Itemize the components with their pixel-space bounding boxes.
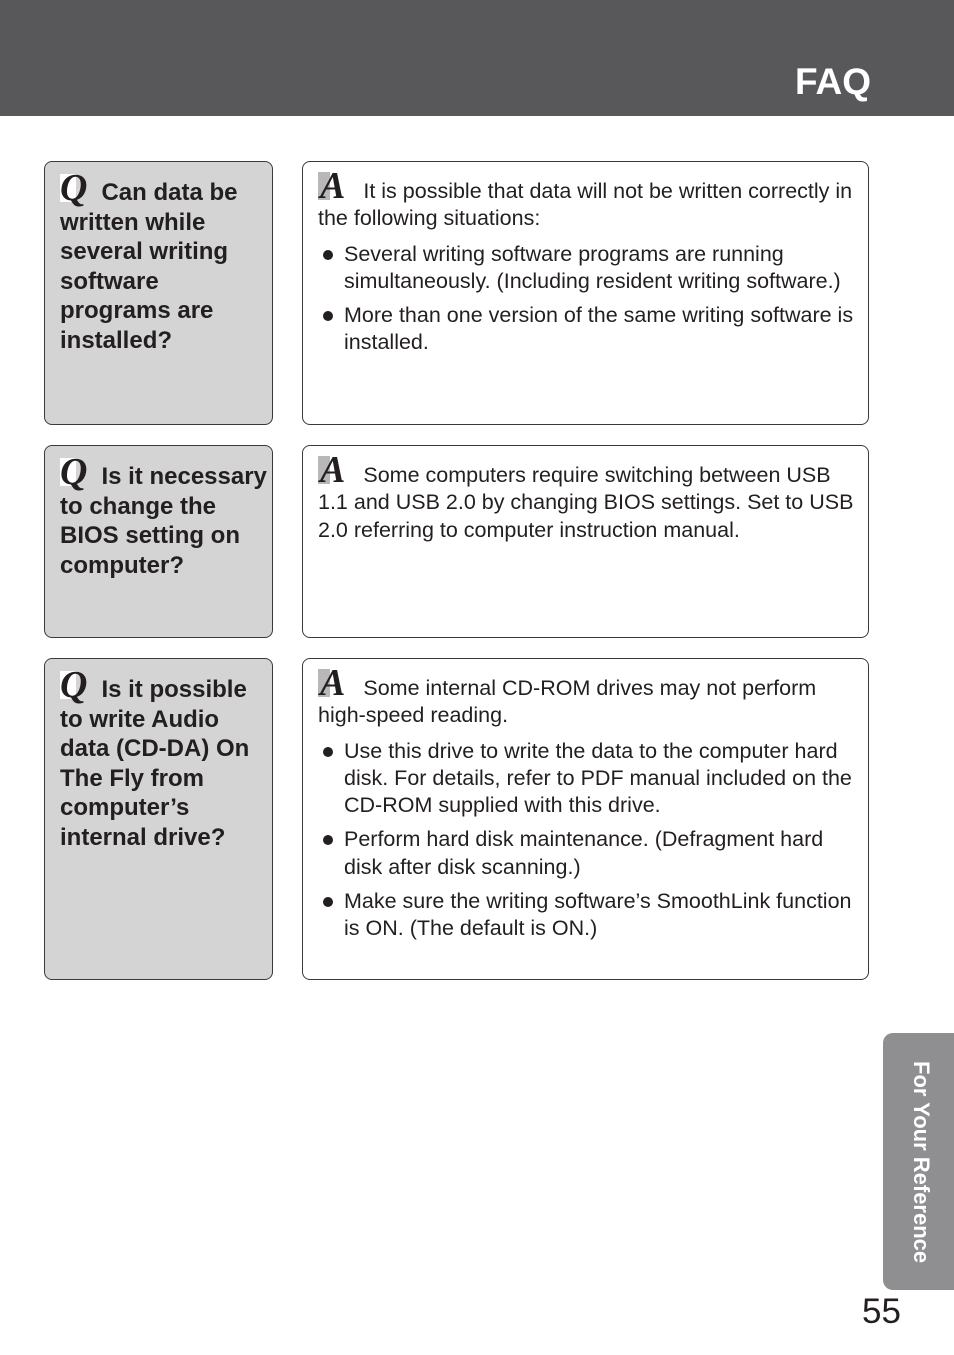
answer-bullets-1 xyxy=(318,241,863,357)
side-tab-label: For Your Reference xyxy=(909,1061,934,1264)
bullet-item xyxy=(318,738,863,820)
answer-intro-3: Some internal CD-ROM drives may not perform high-speed reading. xyxy=(318,676,817,728)
question-text-3 xyxy=(60,664,270,852)
section-side-tab xyxy=(883,1033,954,1290)
answer-text-1 xyxy=(318,165,863,364)
bullet-icon xyxy=(323,747,333,757)
question-text-1 xyxy=(60,167,270,355)
bullet-text: Perform hard disk maintenance. (Defragment hard disk after disk scanning.) xyxy=(344,827,824,879)
question-text-2 xyxy=(60,451,270,580)
a-letter-icon: A xyxy=(320,449,346,491)
page-number: 55 xyxy=(862,1292,901,1331)
page-title: FAQ xyxy=(794,61,871,102)
bullet-icon xyxy=(323,897,333,907)
q-letter-icon: Q xyxy=(60,167,88,209)
bullet-item xyxy=(318,302,863,357)
question-box-2 xyxy=(44,445,273,638)
bullet-item xyxy=(318,826,863,881)
bullet-icon xyxy=(323,835,333,845)
answer-text-3 xyxy=(318,662,863,950)
answer-intro-2: Some computers require switching between USB 1.1 and USB 2.0 by changing BIOS settings. Set to USB 2.0 referring to computer instruction manual. xyxy=(318,463,854,542)
bullet-text: Several writing software programs are running simultaneously. (Including resident writing software.) xyxy=(344,241,841,293)
question-1: Can data be written while several writing software programs are installed? xyxy=(60,179,238,354)
bullet-icon xyxy=(323,311,333,321)
bullet-text: Use this drive to write the data to the computer hard disk. For details, refer to PDF manual included on the CD-ROM supplied with this drive. xyxy=(344,738,852,818)
q-letter-icon: Q xyxy=(60,664,88,706)
answer-text-2 xyxy=(318,449,863,544)
bullet-text: More than one version of the same writing software is installed. xyxy=(344,303,854,355)
bullet-item xyxy=(318,241,863,296)
question-box-1 xyxy=(44,161,273,425)
a-letter-icon: A xyxy=(320,662,346,704)
bullet-icon xyxy=(323,250,333,260)
q-letter-icon: Q xyxy=(60,451,88,493)
answer-box-2 xyxy=(302,445,869,638)
answer-intro-1: It is possible that data will not be written correctly in the following situations: xyxy=(318,179,853,231)
header-bar xyxy=(0,0,954,116)
a-letter-icon: A xyxy=(320,165,346,207)
answer-bullets-3 xyxy=(318,738,863,943)
answer-box-3 xyxy=(302,658,869,980)
bullet-item xyxy=(318,888,863,943)
bullet-text: Make sure the writing software’s SmoothLink function is ON. (The default is ON.) xyxy=(344,889,852,941)
question-box-3 xyxy=(44,658,273,980)
question-2: Is it necessary to change the BIOS setting on computer? xyxy=(60,463,267,579)
answer-box-1 xyxy=(302,161,869,425)
question-3: Is it possible to write Audio data (CD-DA) On The Fly from computer’s internal drive? xyxy=(60,676,250,851)
